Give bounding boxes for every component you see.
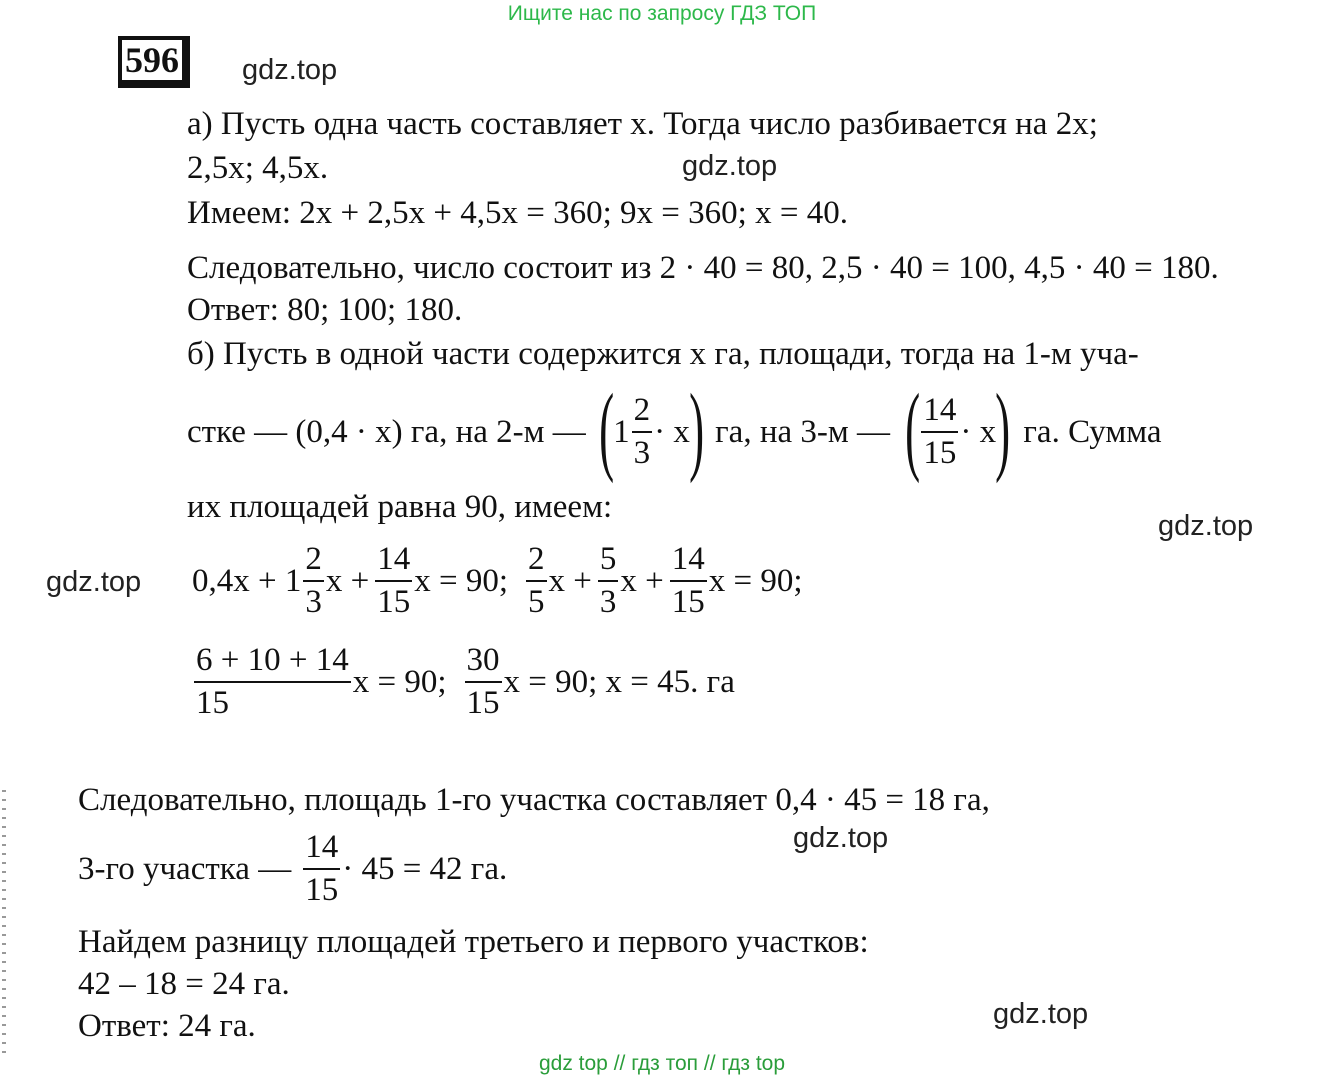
fraction <box>303 831 340 907</box>
denominator: 15 <box>196 685 229 721</box>
part-b-line-2 <box>187 373 1162 484</box>
text-segment: x = 90; <box>414 562 509 599</box>
text-segment: · x <box>654 413 690 450</box>
text-segment: x + <box>325 562 370 599</box>
fraction <box>526 543 547 619</box>
denominator: 15 <box>671 584 705 620</box>
numerator: 14 <box>303 831 340 870</box>
text-segment: · x <box>960 413 997 450</box>
problem-number: 596 <box>118 36 190 88</box>
numerator: 2 <box>632 394 653 433</box>
watermark: gdz.top <box>793 822 889 854</box>
text-segment: x = 90; <box>708 562 803 599</box>
conclusion-line-1: Следовательно, площадь 1-го участка составляет 0,4 · 45 = 18 га, <box>78 782 990 818</box>
part-a-line-4: Следовательно, число состоит из 2 · 40 = 80, 2,5 · 40 = 100, 4,5 · 40 = 180. <box>187 250 1219 286</box>
conclusion-line-3: Найдем разницу площадей третьего и первого участков: <box>78 924 869 960</box>
text-segment: 3-го участка — <box>78 850 292 887</box>
fraction <box>598 543 619 619</box>
text-segment: x + <box>620 562 664 599</box>
whole-part: 1 <box>613 413 630 450</box>
scan-edge-marks <box>2 790 6 1060</box>
denominator: 15 <box>466 685 500 721</box>
numerator: 14 <box>375 543 412 582</box>
text-segment: x = 90; <box>352 663 447 700</box>
denominator: 15 <box>305 872 339 908</box>
text-segment: га, на 3-м — <box>715 413 891 450</box>
part-a-answer: Ответ: 80; 100; 180. <box>187 292 463 328</box>
top-banner: Ищите нас по запросу ГДЗ ТОП <box>507 2 817 25</box>
watermark: gdz.top <box>242 54 338 86</box>
part-b-line-3: их площадей равна 90, имеем: <box>187 489 613 525</box>
part-b-equation-2 <box>192 640 735 724</box>
part-a-line-1: а) Пусть одна часть составляет x. Тогда число разбивается на 2x; <box>187 106 1098 142</box>
text-segment: x + <box>548 562 592 599</box>
numerator: 2 <box>303 543 324 582</box>
fraction <box>375 543 412 619</box>
part-a-equation: Имеем: 2x + 2,5x + 4,5x = 360; 9x = 360; x = 40. <box>187 195 848 231</box>
denominator: 3 <box>633 435 651 471</box>
conclusion-line-4: 42 – 18 = 24 га. <box>78 966 290 1002</box>
numerator: 5 <box>598 543 619 582</box>
denominator: 15 <box>377 584 411 620</box>
fraction <box>632 394 653 470</box>
text-segment: стке — (0,4 · x) га, на 2-м — <box>187 413 586 450</box>
fraction <box>303 543 324 619</box>
numerator: 14 <box>921 394 958 433</box>
watermark: gdz.top <box>1158 510 1254 542</box>
paren-open: ( <box>905 373 921 484</box>
fraction <box>670 543 707 619</box>
final-answer: Ответ: 24 га. <box>78 1008 256 1044</box>
part-b-line-1: б) Пусть в одной части содержится x га, площади, тогда на 1-м уча- <box>187 336 1139 372</box>
text-segment: x = 90; x = 45. га <box>503 663 735 700</box>
paren-open: ( <box>598 373 614 484</box>
watermark: gdz.top <box>993 998 1089 1030</box>
part-a-line-2: 2,5x; 4,5x. <box>187 150 329 186</box>
denominator: 3 <box>305 584 322 620</box>
fraction <box>465 644 502 720</box>
watermark: gdz.top <box>682 150 778 182</box>
fraction <box>194 644 351 720</box>
numerator: 6 + 10 + 14 <box>194 644 351 683</box>
text-segment: га. Сумма <box>1023 413 1162 450</box>
denominator: 3 <box>599 584 617 620</box>
watermark: gdz.top <box>46 566 142 598</box>
footer: gdz top // гдз топ // гдз top <box>538 1052 786 1075</box>
numerator: 30 <box>465 644 502 683</box>
text-segment: · 45 = 42 га. <box>342 850 508 887</box>
numerator: 14 <box>670 543 707 582</box>
fraction <box>921 394 958 470</box>
conclusion-line-2 <box>78 828 507 910</box>
denominator: 5 <box>528 584 545 620</box>
text-segment: 0,4x + 1 <box>192 562 302 599</box>
part-b-equation-1 <box>192 540 803 622</box>
paren-close: ) <box>688 373 704 484</box>
paren-close: ) <box>995 373 1011 484</box>
denominator: 15 <box>923 435 957 471</box>
numerator: 2 <box>526 543 547 582</box>
